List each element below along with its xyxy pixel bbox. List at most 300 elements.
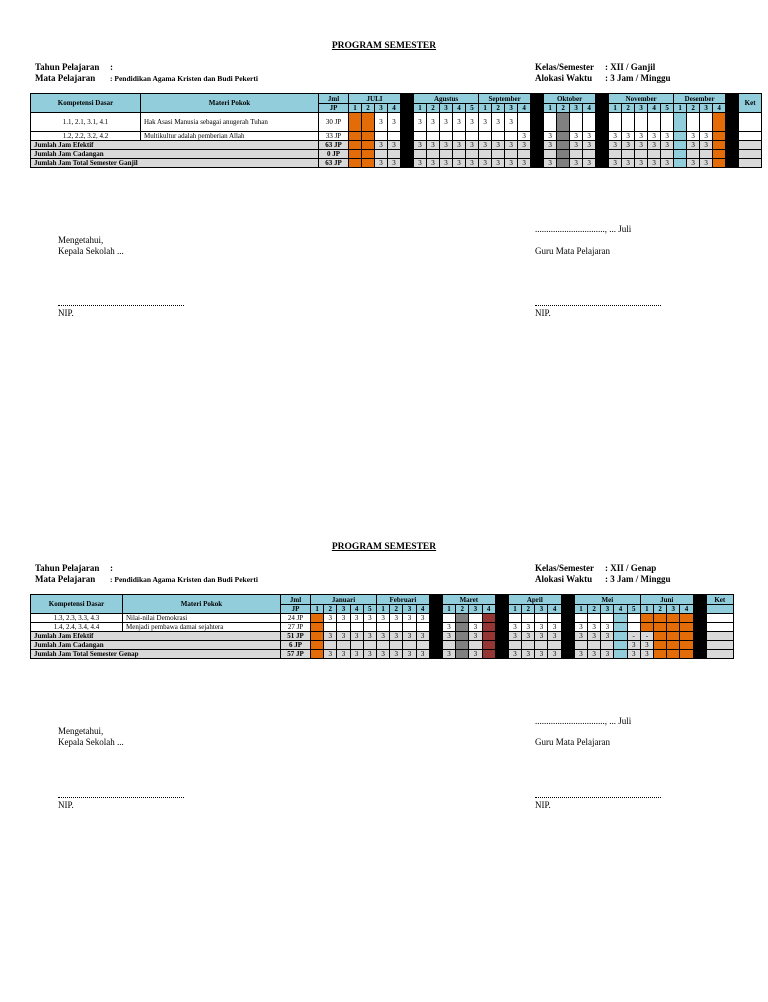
week-cell: 3 [440, 159, 453, 168]
week-cell: 3 [661, 159, 674, 168]
month-desember: Desember [674, 94, 726, 104]
week-cell: 3 [492, 113, 505, 132]
week-number: 4 [680, 605, 693, 614]
week-cell [654, 650, 667, 659]
week-cell [508, 641, 521, 650]
info-left-ganjil [35, 62, 258, 84]
week-number: 3 [535, 605, 548, 614]
program-table-genap [30, 594, 734, 659]
week-cell: 3 [648, 132, 661, 141]
week-cell: 3 [574, 650, 587, 659]
week-cell: 3 [687, 159, 700, 168]
week-cell [388, 150, 401, 159]
week-spacer [531, 94, 544, 104]
week-cell [622, 150, 635, 159]
week-number: 2 [557, 104, 570, 113]
week-cell [548, 614, 561, 623]
week-cell [388, 132, 401, 141]
week-cell: 3 [518, 159, 531, 168]
week-cell [713, 141, 726, 150]
week-cell [614, 632, 627, 641]
week-cell [667, 614, 680, 623]
week-cell [403, 641, 416, 650]
nip-guru: NIP. [535, 308, 551, 318]
week-number: 1 [674, 104, 687, 113]
week-cell [416, 641, 429, 650]
week-cell: 3 [492, 159, 505, 168]
signature-line-guru [535, 795, 661, 798]
week-cell: 3 [548, 623, 561, 632]
week-cell [505, 132, 518, 141]
week-cell [479, 150, 492, 159]
week-cell [601, 614, 614, 623]
place-date: ..............................., ... Juli [535, 224, 632, 234]
week-number: 2 [588, 605, 601, 614]
week-number: 1 [544, 104, 557, 113]
week-cell [456, 650, 469, 659]
nip-guru: NIP. [535, 800, 551, 810]
mapel-value: : Pendidikan Agama Kristen dan Budi Pekerti [110, 74, 258, 83]
week-cell [362, 150, 375, 159]
summary-row [31, 641, 734, 650]
week-cell: 3 [388, 159, 401, 168]
week-cell [429, 650, 442, 659]
week-cell: 3 [479, 141, 492, 150]
week-cell: 3 [635, 141, 648, 150]
week-number: 2 [492, 104, 505, 113]
week-cell [427, 150, 440, 159]
header-jp: JP [281, 605, 311, 614]
week-cell [311, 623, 324, 632]
week-number: 4 [648, 104, 661, 113]
week-spacer [401, 104, 414, 113]
week-cell [414, 132, 427, 141]
week-cell [680, 632, 693, 641]
week-cell: 3 [324, 614, 337, 623]
week-number: 2 [687, 104, 700, 113]
week-cell [442, 614, 455, 623]
week-cell: 3 [588, 650, 601, 659]
week-cell [561, 614, 574, 623]
week-cell [700, 113, 713, 132]
week-cell [349, 150, 362, 159]
week-cell: 3 [414, 113, 427, 132]
header-jml: Jml [319, 94, 349, 104]
summary-label: Jumlah Jam Cadangan [31, 641, 281, 650]
week-cell [654, 614, 667, 623]
week-cell: 3 [700, 159, 713, 168]
week-cell: 3 [427, 141, 440, 150]
week-cell [561, 641, 574, 650]
week-number: 3 [700, 104, 713, 113]
week-cell [648, 113, 661, 132]
week-cell [416, 623, 429, 632]
week-cell [557, 132, 570, 141]
week-cell [570, 150, 583, 159]
month-mei: Mei [574, 595, 640, 605]
week-cell: 3 [609, 141, 622, 150]
week-cell [375, 132, 388, 141]
week-cell [548, 641, 561, 650]
week-number: 3 [469, 605, 482, 614]
week-number: 2 [362, 104, 375, 113]
tahun-value: : [110, 563, 113, 573]
week-cell [429, 641, 442, 650]
week-cell [401, 132, 414, 141]
week-cell [713, 132, 726, 141]
week-spacer [596, 104, 609, 113]
week-cell [614, 614, 627, 623]
week-spacer [495, 605, 508, 614]
week-cell [429, 623, 442, 632]
week-number: 2 [622, 104, 635, 113]
week-cell [401, 159, 414, 168]
week-cell [726, 132, 739, 141]
week-cell [453, 132, 466, 141]
week-cell: 3 [544, 132, 557, 141]
jp-cell: 33 JP [319, 132, 349, 141]
week-cell [456, 641, 469, 650]
week-number: 5 [466, 104, 479, 113]
week-cell: 3 [466, 159, 479, 168]
week-cell [311, 650, 324, 659]
week-cell [654, 641, 667, 650]
month-februari: Februari [376, 595, 429, 605]
week-cell: 3 [453, 141, 466, 150]
kd-cell: 1.1, 2.1, 3.1, 4.1 [31, 113, 141, 132]
nip-kepala: NIP. [58, 800, 74, 810]
week-number: 1 [508, 605, 521, 614]
week-cell: 3 [508, 632, 521, 641]
week-number: 1 [479, 104, 492, 113]
program-table-ganjil [30, 93, 762, 168]
week-cell: 3 [700, 132, 713, 141]
week-cell: 3 [661, 141, 674, 150]
week-cell: 3 [640, 641, 653, 650]
summary-jp: 0 JP [319, 150, 349, 159]
week-cell: 3 [414, 141, 427, 150]
summary-jp: 51 JP [281, 632, 311, 641]
week-cell [635, 113, 648, 132]
week-cell: 3 [601, 632, 614, 641]
week-cell [713, 159, 726, 168]
week-cell: 3 [661, 132, 674, 141]
week-cell: 3 [453, 159, 466, 168]
week-cell [661, 113, 674, 132]
week-cell [583, 150, 596, 159]
week-number: 3 [635, 104, 648, 113]
header-mp: Materi Pokok [141, 94, 319, 113]
week-cell: 3 [522, 632, 535, 641]
week-cell [401, 113, 414, 132]
header-kd: Kompetensi Dasar [31, 94, 141, 113]
week-number: 4 [614, 605, 627, 614]
week-cell [609, 150, 622, 159]
week-cell: 3 [627, 650, 640, 659]
week-cell [596, 141, 609, 150]
week-number: 1 [442, 605, 455, 614]
week-cell: 3 [350, 632, 363, 641]
week-cell [674, 141, 687, 150]
ket-cell [739, 141, 762, 150]
week-cell [693, 614, 706, 623]
week-cell [349, 159, 362, 168]
week-number: 3 [403, 605, 416, 614]
week-cell [557, 150, 570, 159]
week-cell: 3 [622, 159, 635, 168]
kd-cell: 1.2, 2.2, 3.2, 4.2 [31, 132, 141, 141]
alokasi-label: Alokasi Waktu [535, 574, 593, 584]
month-april: April [508, 595, 561, 605]
tahun-label: Tahun Pelajaran [35, 563, 100, 573]
week-cell: 3 [324, 650, 337, 659]
week-cell: 3 [442, 623, 455, 632]
week-cell: 3 [635, 159, 648, 168]
week-cell: 3 [505, 113, 518, 132]
title-semester-ganjil: PROGRAM SEMESTER [331, 41, 437, 51]
week-number: 4 [453, 104, 466, 113]
tahun-value: : [110, 62, 113, 72]
week-spacer [561, 595, 574, 605]
week-cell [654, 632, 667, 641]
kelas-value: : XII / Genap [605, 563, 657, 573]
week-cell [362, 141, 375, 150]
week-cell [401, 141, 414, 150]
week-cell [375, 150, 388, 159]
mapel-value: : Pendidikan Agama Kristen dan Budi Pekerti [110, 575, 258, 584]
week-cell: 3 [350, 650, 363, 659]
week-cell: - [640, 632, 653, 641]
ket-spacer [706, 605, 733, 614]
week-number: 3 [505, 104, 518, 113]
week-cell [674, 150, 687, 159]
week-cell [522, 614, 535, 623]
week-cell [693, 632, 706, 641]
week-number: 4 [548, 605, 561, 614]
week-number: 4 [482, 605, 495, 614]
jp-cell: 24 JP [281, 614, 311, 623]
week-spacer [693, 595, 706, 605]
week-cell [596, 159, 609, 168]
week-cell [376, 623, 389, 632]
week-cell: 3 [492, 141, 505, 150]
summary-jp: 63 JP [319, 141, 349, 150]
week-cell [583, 113, 596, 132]
ket-cell [706, 632, 733, 641]
header-ket: Ket [706, 595, 733, 605]
week-cell: 3 [508, 623, 521, 632]
week-cell [627, 614, 640, 623]
week-cell [596, 132, 609, 141]
week-cell: 3 [363, 632, 376, 641]
week-cell: 3 [583, 132, 596, 141]
week-cell [570, 113, 583, 132]
week-cell [713, 150, 726, 159]
week-cell: 3 [363, 650, 376, 659]
tahun-label: Tahun Pelajaran [35, 62, 100, 72]
week-cell [495, 632, 508, 641]
week-cell: 3 [453, 113, 466, 132]
week-cell: 3 [375, 113, 388, 132]
week-cell [429, 632, 442, 641]
summary-row [31, 650, 734, 659]
week-cell [482, 623, 495, 632]
week-cell: 3 [388, 113, 401, 132]
week-cell: 3 [390, 632, 403, 641]
week-cell [627, 623, 640, 632]
week-cell: 3 [609, 159, 622, 168]
ket-cell [706, 641, 733, 650]
week-cell [667, 632, 680, 641]
mengetahui-label: Mengetahui, [58, 235, 104, 245]
week-number: 5 [363, 605, 376, 614]
week-cell: 3 [442, 632, 455, 641]
week-cell [601, 641, 614, 650]
summary-label: Jumlah Jam Cadangan [31, 150, 319, 159]
month-oktober: Oktober [544, 94, 596, 104]
week-cell [614, 650, 627, 659]
month-agustus: Agustus [414, 94, 479, 104]
kelas-label: Kelas/Semester [535, 563, 594, 573]
month-januari: Januari [311, 595, 377, 605]
week-cell [349, 141, 362, 150]
week-spacer [726, 104, 739, 113]
summary-jp: 63 JP [319, 159, 349, 168]
week-cell: 3 [505, 159, 518, 168]
week-cell [362, 132, 375, 141]
summary-row [31, 159, 762, 168]
week-cell: 3 [375, 141, 388, 150]
week-cell: 3 [337, 632, 350, 641]
week-cell [561, 623, 574, 632]
week-number: 2 [390, 605, 403, 614]
week-cell: 3 [414, 159, 427, 168]
week-number: 2 [456, 605, 469, 614]
week-cell [492, 132, 505, 141]
week-cell [363, 641, 376, 650]
week-number: 2 [654, 605, 667, 614]
week-cell [674, 113, 687, 132]
kd-cell: 1.4, 2.4, 3.4, 4.4 [31, 623, 123, 632]
week-cell [614, 623, 627, 632]
week-cell: 3 [535, 650, 548, 659]
mengetahui-label: Mengetahui, [58, 726, 104, 736]
month-maret: Maret [442, 595, 495, 605]
week-cell [561, 632, 574, 641]
week-number: 2 [522, 605, 535, 614]
week-cell: 3 [700, 141, 713, 150]
week-cell: 3 [416, 614, 429, 623]
week-cell [311, 641, 324, 650]
kelas-label: Kelas/Semester [535, 62, 594, 72]
week-cell [350, 623, 363, 632]
week-cell: 3 [376, 650, 389, 659]
week-cell [693, 641, 706, 650]
week-cell: 3 [570, 141, 583, 150]
week-number: 4 [350, 605, 363, 614]
week-cell: 3 [416, 650, 429, 659]
week-cell [469, 614, 482, 623]
kd-cell: 1.3, 2.3, 3.3, 4.3 [31, 614, 123, 623]
week-cell [362, 159, 375, 168]
week-cell [588, 641, 601, 650]
week-cell [531, 132, 544, 141]
header-jp: JP [319, 104, 349, 113]
month-juli: JULI [349, 94, 401, 104]
week-cell: 3 [687, 141, 700, 150]
week-cell [349, 132, 362, 141]
table-row [31, 113, 762, 132]
week-cell: 3 [350, 614, 363, 623]
week-cell [680, 623, 693, 632]
week-cell: 3 [508, 650, 521, 659]
week-cell: 3 [466, 141, 479, 150]
week-spacer [531, 104, 544, 113]
week-cell [363, 623, 376, 632]
week-cell [557, 113, 570, 132]
week-number: 3 [570, 104, 583, 113]
week-cell: 3 [640, 650, 653, 659]
signature-line-kepala [58, 303, 184, 306]
week-cell [390, 641, 403, 650]
week-cell [640, 623, 653, 632]
week-cell [390, 623, 403, 632]
week-cell [440, 150, 453, 159]
week-cell: 3 [442, 650, 455, 659]
week-cell [596, 113, 609, 132]
week-cell: 3 [388, 141, 401, 150]
week-cell [324, 641, 337, 650]
week-cell: 3 [363, 614, 376, 623]
week-number: 4 [713, 104, 726, 113]
week-cell: 3 [609, 132, 622, 141]
week-cell: 3 [522, 650, 535, 659]
info-right-ganjil [535, 62, 671, 84]
week-cell: 3 [522, 623, 535, 632]
week-cell [535, 641, 548, 650]
week-number: 4 [518, 104, 531, 113]
week-cell [442, 641, 455, 650]
week-cell [492, 150, 505, 159]
ket-cell [706, 650, 733, 659]
week-number: 3 [440, 104, 453, 113]
week-cell [531, 141, 544, 150]
week-cell [680, 650, 693, 659]
week-number: 4 [416, 605, 429, 614]
week-number: 2 [324, 605, 337, 614]
week-cell: 3 [403, 614, 416, 623]
week-cell: 3 [416, 632, 429, 641]
summary-jp: 6 JP [281, 641, 311, 650]
week-cell [376, 641, 389, 650]
week-cell [726, 159, 739, 168]
week-cell [726, 150, 739, 159]
ket-cell [739, 150, 762, 159]
week-cell [726, 141, 739, 150]
week-cell: 3 [544, 141, 557, 150]
week-cell [324, 623, 337, 632]
summary-row [31, 150, 762, 159]
week-cell: 3 [518, 132, 531, 141]
kepala-sekolah-label: Kepala Sekolah ... [58, 737, 124, 747]
week-cell [362, 113, 375, 132]
mp-cell: Hak Asasi Manusia sebagai anugerah Tuhan [141, 113, 319, 132]
week-cell: 3 [390, 650, 403, 659]
week-number: 3 [667, 605, 680, 614]
week-number: 4 [388, 104, 401, 113]
week-cell: 3 [687, 132, 700, 141]
week-number: 3 [375, 104, 388, 113]
